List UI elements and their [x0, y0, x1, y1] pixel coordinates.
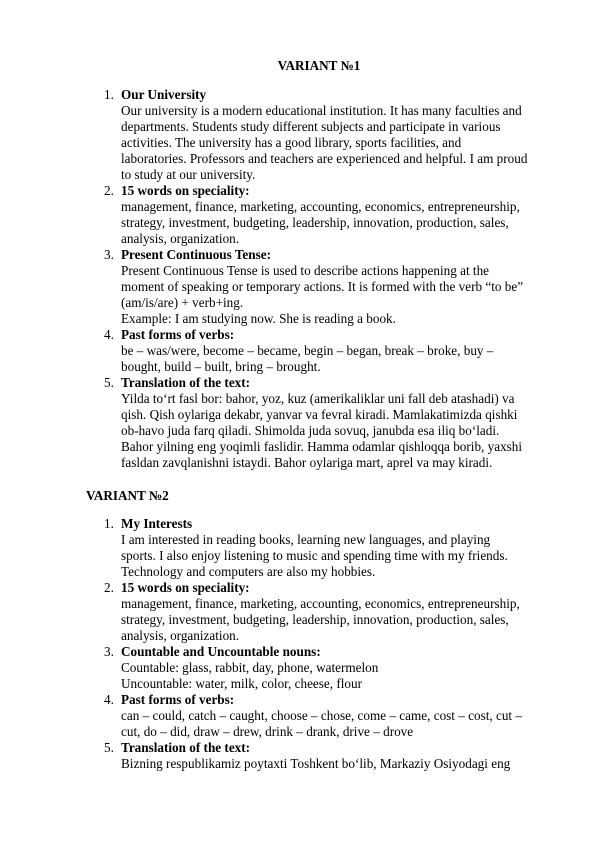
- task-number: 2.: [104, 183, 114, 198]
- variant-1-task: [96, 87, 556, 183]
- task-number: 1.: [104, 87, 114, 102]
- task-text-line: Our university is a modern educational institution. It has many faculties and: [121, 103, 522, 118]
- task-text-line: ob-havo juda farq qiladi. Shimolda juda sovuq, janubda esa iliq bo‘ladi.: [121, 423, 500, 438]
- task-text-line: management, finance, marketing, accounting, economics, entrepreneurship,: [121, 596, 520, 611]
- task-title: Our University: [121, 87, 207, 102]
- task-text-line: Present Continuous Tense is used to describe actions happening at the: [121, 263, 490, 278]
- task-text-line: bought, build – built, bring – brought.: [121, 359, 321, 374]
- task-text-line: Uncountable: water, milk, color, cheese, flour: [121, 676, 362, 691]
- variant-1-task: [96, 183, 556, 247]
- task-number: 4.: [104, 692, 114, 707]
- task-number: 1.: [104, 516, 114, 531]
- task-text-line: can – could, catch – caught, choose – chose, come – came, cost – cost, cut –: [121, 708, 522, 723]
- task-text-line: laboratories. Professors and teachers are experienced and helpful. I am proud: [121, 151, 528, 166]
- task-title: Translation of the text:: [121, 375, 251, 390]
- variant-2-task: [96, 692, 556, 740]
- task-text-line: Yilda to‘rt fasl bor: bahor, yoz, kuz (amerikaliklar uni fall deb atashadi) va: [121, 391, 515, 406]
- task-number: 3.: [104, 644, 114, 659]
- task-title: 15 words on speciality:: [121, 183, 250, 198]
- task-text-line: Countable: glass, rabbit, day, phone, watermelon: [121, 660, 379, 675]
- task-text-line: moment of speaking or temporary actions. It is formed with the verb “to be”: [121, 279, 524, 294]
- task-number: 3.: [104, 247, 114, 262]
- task-text-line: to study at our university.: [121, 167, 256, 182]
- task-text-line: departments. Students study different subjects and participate in various: [121, 119, 501, 134]
- variant-1-task: [96, 247, 556, 327]
- task-title: 15 words on speciality:: [121, 580, 250, 595]
- task-text-line: Example: I am studying now. She is reading a book.: [121, 311, 396, 326]
- task-text-line: analysis, organization.: [121, 628, 240, 643]
- task-text-line: activities. The university has a good library, sports facilities, and: [121, 135, 462, 150]
- task-text-line: I am interested in reading books, learning new languages, and playing: [121, 532, 491, 547]
- task-title: Translation of the text:: [121, 740, 251, 755]
- task-number: 5.: [104, 740, 114, 755]
- variant-2-title: VARIANT №2: [86, 488, 169, 503]
- variant-2-task: [96, 644, 556, 692]
- task-text-line: Bahor yilning eng yoqimli faslidir. Hamma odamlar qishloqqa borib, yaxshi: [121, 439, 523, 454]
- task-text-line: (am/is/are) + verb+ing.: [121, 295, 244, 310]
- task-title: Present Continuous Tense:: [121, 247, 271, 262]
- task-text-line: fasldan zavqlanishni istaydi. Bahor oylariga mart, aprel va may kiradi.: [121, 455, 493, 470]
- task-text-line: strategy, investment, budgeting, leadership, innovation, production, sales,: [121, 612, 509, 627]
- variant-1-task: [96, 375, 556, 471]
- task-number: 4.: [104, 327, 114, 342]
- variant-2-task-list: [96, 516, 556, 772]
- task-text-line: sports. I also enjoy listening to music and spending time with my friends.: [121, 548, 508, 563]
- task-text-line: qish. Qish oylariga dekabr, yanvar va fevral kiradi. Mamlakatimizda qishki: [121, 407, 518, 422]
- task-title: Past forms of verbs:: [121, 692, 235, 707]
- task-text-line: Technology and computers are also my hobbies.: [121, 564, 376, 579]
- task-text-line: analysis, organization.: [121, 231, 240, 246]
- variant-1-task: [96, 327, 556, 375]
- variant-2-task: [96, 580, 556, 644]
- variant-2-task: [96, 516, 556, 580]
- task-text-line: cut, do – did, draw – drew, drink – drank, drive – drove: [121, 724, 414, 739]
- task-title: Countable and Uncountable nouns:: [121, 644, 321, 659]
- variant-1-title: VARIANT №1: [277, 58, 361, 73]
- variant-2-task: [96, 740, 556, 772]
- variant-1-task-list: [96, 87, 556, 471]
- task-text-line: be – was/were, become – became, begin – began, break – broke, buy –: [121, 343, 494, 358]
- task-number: 2.: [104, 580, 114, 595]
- task-text-line: strategy, investment, budgeting, leadership, innovation, production, sales,: [121, 215, 509, 230]
- task-title: Past forms of verbs:: [121, 327, 235, 342]
- task-number: 5.: [104, 375, 114, 390]
- task-text-line: management, finance, marketing, accounting, economics, entrepreneurship,: [121, 199, 520, 214]
- task-title: My Interests: [121, 516, 193, 531]
- task-text-line: Bizning respublikamiz poytaxti Toshkent bo‘lib, Markaziy Osiyodagi eng: [121, 756, 511, 771]
